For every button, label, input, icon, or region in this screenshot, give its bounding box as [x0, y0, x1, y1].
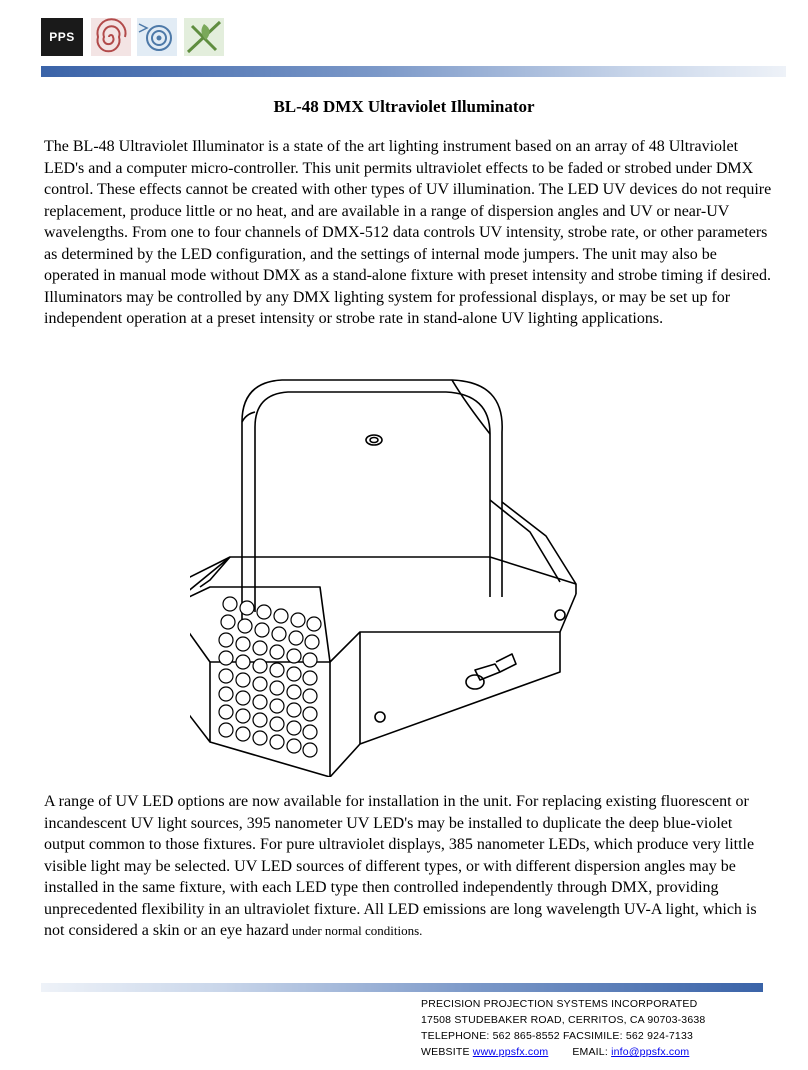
- footer-company: PRECISION PROJECTION SYSTEMS INCORPORATED: [421, 998, 698, 1010]
- led-array: [219, 597, 321, 757]
- footer-contact: [421, 996, 781, 1060]
- leaf-tile-icon: [184, 18, 224, 56]
- led-options-paragraph: [44, 791, 774, 942]
- concentric-tile-icon: [137, 18, 177, 56]
- email-label: EMAIL:: [572, 1046, 612, 1058]
- spiral-tile-icon: [91, 18, 131, 56]
- company-logo: PPS: [41, 18, 83, 56]
- footer-phone: TELEPHONE: 562 865-8552 FACSIMILE: 562 924-7133: [421, 1030, 694, 1042]
- intro-paragraph: The BL-48 Ultraviolet Illuminator is a state of the art lighting instrument based on an array of 48 Ultraviolet LED's and a computer micro-controller. This unit permits ultraviolet effects to be faded or strobed under DMX control. These effects cannot be created with other types of UV illumination. The LED UV devices do not require replacement, produce little or no heat, and are available in a range of dispersion angles and UV or near-UV wavelengths. From one to four channels of DMX-512 data controls UV intensity, strobe rate, or other parameters as determined by the LED configuration, and the settings of internal mode jumpers. The unit may also be operated in manual mode without DMX as a stand-alone fixture with preset intensity and strobe timing if desired. Illuminators may be controlled by any DMX lighting system for professional displays, or may be set up for independent operation at a preset intensity or strobe rate in stand-alone UV lighting applications.: [44, 138, 772, 327]
- header-rule: [41, 66, 786, 77]
- website-link[interactable]: www.ppsfx.com: [472, 1046, 549, 1058]
- website-label: WEBSITE: [421, 1046, 473, 1058]
- page-title: BL-48 DMX Ultraviolet Illuminator: [273, 97, 535, 116]
- footer-web-line: [421, 1044, 781, 1060]
- fixture-illustration: [190, 372, 590, 777]
- footer-address: 17508 STUDEBAKER ROAD, CERRITOS, CA 90703-3638: [421, 1014, 706, 1026]
- email-link[interactable]: info@ppsfx.com: [611, 1046, 690, 1058]
- led-options-text: A range of UV LED options are now available for installation in the unit. For replacing existing fluorescent or incandescent UV light sources, 395 nanometer UV LED's may be installed to duplicate the deep blue-violet output common to those fixtures. For pure ultraviolet displays, 385 nanometer LEDs, which produce very little visible light may be selected. UV LED sources of different types, or with different dispersion angles may be installed in the same fixture, with each LED type then controlled independently through DMX, providing unprecedented flexibility in an ultraviolet fixture. All LED emissions are long wavelength UV-A light, which is not considered a skin or an eye hazard: [44, 793, 757, 939]
- footer-rule: [41, 983, 763, 992]
- led-options-tail: under normal conditions.: [288, 923, 423, 938]
